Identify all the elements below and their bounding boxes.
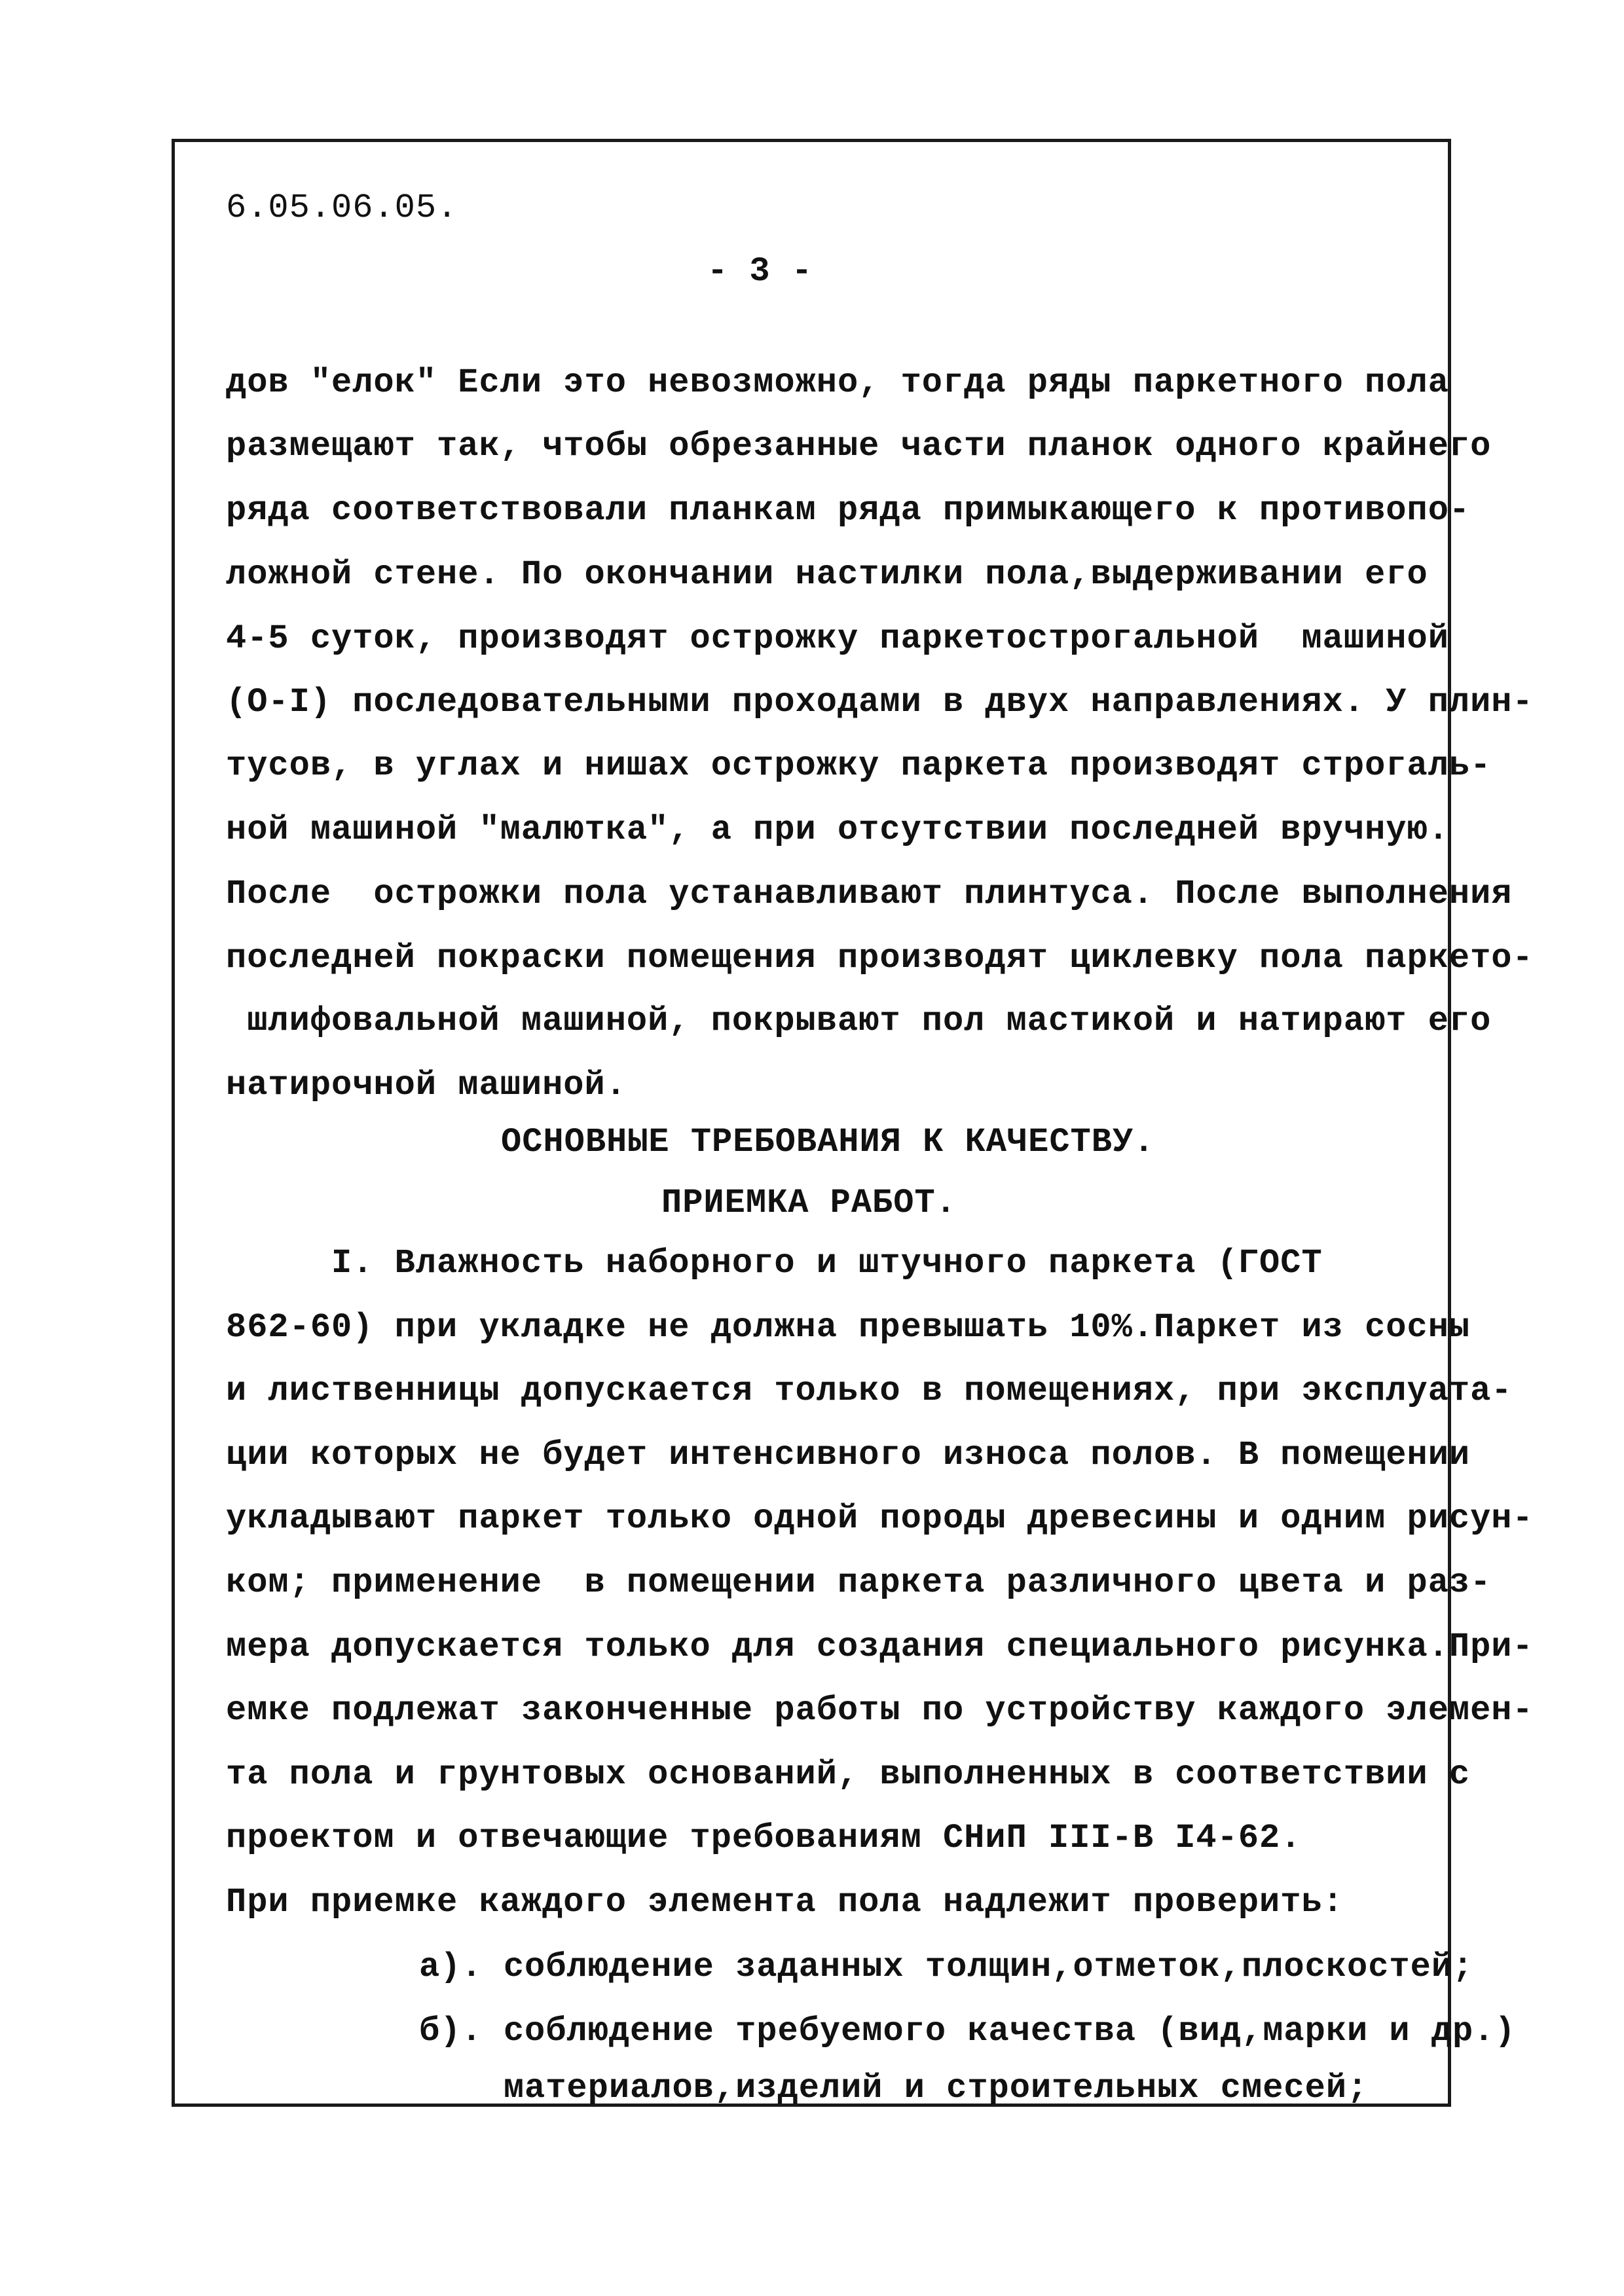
text-line: 862-60) при укладке не должна превышать 10%.Паркет из сосны: [226, 1308, 1471, 1347]
text-line: мера допускается только для создания специального рисунка.При-: [226, 1628, 1534, 1666]
text-line: ции которых не будет интенсивного износа полов. В помещении: [226, 1436, 1471, 1474]
text-line: ной машиной "малютка", а при отсутствии последней вручную.: [226, 811, 1449, 849]
text-line: ложной стене. По окончании настилки пола,выдерживании его: [226, 555, 1428, 594]
text-line: последней покраски помещения производят циклевку пола паркето-: [226, 939, 1534, 977]
text-line: тусов, в углах и нишах острожку паркета производят строгаль-: [226, 746, 1492, 785]
page-number: - 3 -: [707, 252, 813, 291]
text-line: проектом и отвечающие требованиям СНиП III-В I4-62.: [226, 1819, 1302, 1857]
text-line: размещают так, чтобы обрезанные части планок одного крайнего: [226, 427, 1492, 465]
text-line: I. Влажность наборного и штучного паркета (ГОСТ: [226, 1244, 1323, 1283]
text-line: дов "елок" Если это невозможно, тогда ряды паркетного пола: [226, 363, 1449, 402]
list-item: материалов,изделий и строительных смесей;: [419, 2069, 1369, 2107]
text-line: укладывают паркет только одной породы древесины и одним рисун-: [226, 1499, 1534, 1538]
text-line: шлифовальной машиной, покрывают пол мастикой и натирают его: [226, 1002, 1492, 1040]
text-line: (О-I) последовательными проходами в двух направлениях. У плин-: [226, 683, 1534, 721]
document-code: 6.05.06.05.: [226, 189, 458, 227]
text-line: та пола и грунтовых оснований, выполненных в соответствии с: [226, 1755, 1471, 1794]
list-item: а). соблюдение заданных толщин,отметок,плоскостей;: [419, 1948, 1474, 1986]
text-line: ряда соответствовали планкам ряда примыкающего к противопо-: [226, 491, 1471, 530]
list-item: б). соблюдение требуемого качества (вид,марки и др.): [419, 2012, 1516, 2050]
text-line: После острожки пола устанавливают плинтуса. После выполнения: [226, 875, 1513, 913]
text-line: и лиственницы допускается только в помещениях, при эксплуата-: [226, 1372, 1513, 1410]
text-line: емке подлежат законченные работы по устройству каждого элемен-: [226, 1691, 1534, 1730]
text-line: 4-5 суток, производят острожку паркетострогальной машиной: [226, 619, 1449, 658]
text-line: При приемке каждого элемента пола надлежит проверить:: [226, 1883, 1344, 1922]
section-subheading: ПРИЕМКА РАБОТ.: [661, 1184, 957, 1222]
text-line: ком; применение в помещении паркета различного цвета и раз-: [226, 1563, 1492, 1602]
section-heading: ОСНОВНЫЕ ТРЕБОВАНИЯ К КАЧЕСТВУ.: [501, 1123, 1155, 1161]
text-line: натирочной машиной.: [226, 1066, 627, 1104]
